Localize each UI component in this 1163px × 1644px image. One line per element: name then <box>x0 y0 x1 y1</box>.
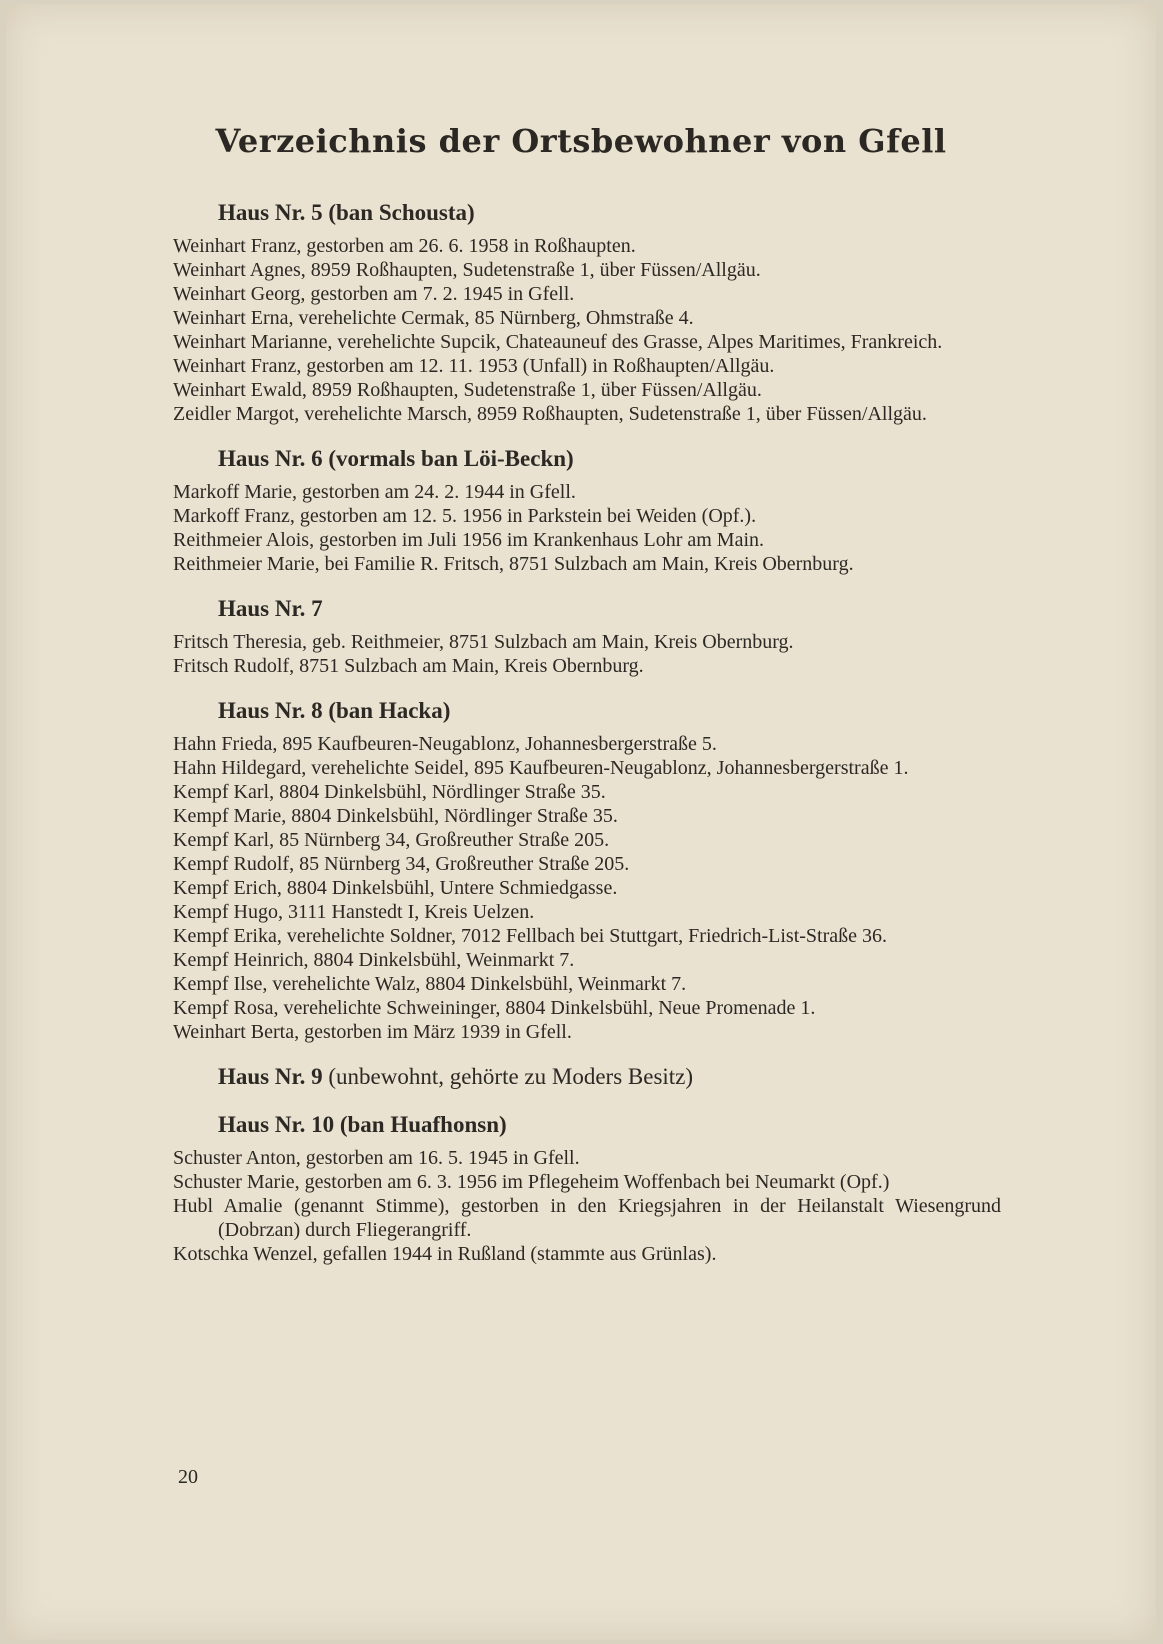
page-title: Verzeichnis der Ortsbewohner von Gfell <box>215 122 947 160</box>
resident-entry: Fritsch Theresia, geb. Reithmeier, 8751 Sulzbach am Main, Kreis Obernburg. <box>173 631 794 653</box>
house-section <box>173 1110 1001 1266</box>
resident-entry: Weinhart Agnes, 8959 Roßhaupten, Sudetenstraße 1, über Füssen/Allgäu. <box>173 259 761 281</box>
house-section <box>173 696 1001 1044</box>
house-heading <box>218 198 1001 228</box>
resident-entry: Weinhart Marianne, verehelichte Supcik, Chateauneuf des Grasse, Alpes Maritimes, Frankreich. <box>173 331 943 353</box>
house-heading-note: (unbewohnt, gehörte zu Moders Besitz) <box>328 1064 694 1089</box>
house-heading-label: Haus Nr. 7 <box>218 596 323 621</box>
resident-entry: Markoff Franz, gestorben am 12. 5. 1956 in Parkstein bei Weiden (Opf.). <box>173 505 757 527</box>
document-page <box>6 4 1156 1640</box>
resident-entry: Weinhart Berta, gestorben im März 1939 in Gfell. <box>173 1021 572 1043</box>
house-section <box>173 1062 1001 1092</box>
house-heading <box>218 1062 1001 1092</box>
house-section <box>173 594 1001 678</box>
resident-entry: Hahn Hildegard, verehelichte Seidel, 895 Kaufbeuren-Neugablonz, Johannesbergerstraße 1. <box>173 757 909 779</box>
resident-entry: Reithmeier Marie, bei Familie R. Fritsch, 8751 Sulzbach am Main, Kreis Obernburg. <box>173 553 854 575</box>
house-heading-label: Haus Nr. 5 (ban Schousta) <box>218 200 475 225</box>
resident-entry: Schuster Anton, gestorben am 16. 5. 1945 in Gfell. <box>173 1147 580 1169</box>
resident-entry: Fritsch Rudolf, 8751 Sulzbach am Main, Kreis Obernburg. <box>173 655 644 677</box>
house-heading <box>218 444 1001 474</box>
house-section <box>173 444 1001 576</box>
resident-entry: Markoff Marie, gestorben am 24. 2. 1944 in Gfell. <box>173 481 576 503</box>
resident-entry: Weinhart Franz, gestorben am 26. 6. 1958 in Roßhaupten. <box>173 235 636 257</box>
resident-entry: Hahn Frieda, 895 Kaufbeuren-Neugablonz, Johannesbergerstraße 5. <box>173 733 717 755</box>
resident-entry: Reithmeier Alois, gestorben im Juli 1956 im Krankenhaus Lohr am Main. <box>173 529 765 551</box>
resident-list <box>173 198 1001 1284</box>
resident-entry: Hubl Amalie (genannt Stimme), gestorben in den Kriegsjahren in der Heilanstalt Wiesengrund (Dobrzan) durch Fliegerangriff. <box>173 1195 1001 1241</box>
resident-entry: Weinhart Ewald, 8959 Roßhaupten, Sudetenstraße 1, über Füssen/Allgäu. <box>173 379 762 401</box>
resident-entry: Kempf Marie, 8804 Dinkelsbühl, Nördlinger Straße 35. <box>173 805 618 827</box>
house-heading <box>218 1110 1001 1140</box>
resident-entry: Weinhart Georg, gestorben am 7. 2. 1945 in Gfell. <box>173 283 575 305</box>
resident-entry: Kempf Rudolf, 85 Nürnberg 34, Großreuther Straße 205. <box>173 853 630 875</box>
house-heading-label: Haus Nr. 6 (vormals ban Löi-Beckn) <box>218 446 574 471</box>
resident-entry: Zeidler Margot, verehelichte Marsch, 8959 Roßhaupten, Sudetenstraße 1, über Füssen/Allgäu. <box>173 403 927 425</box>
house-section <box>173 198 1001 426</box>
house-heading-label: Haus Nr. 8 (ban Hacka) <box>218 698 451 723</box>
resident-entry: Weinhart Franz, gestorben am 12. 11. 1953 (Unfall) in Roßhaupten/Allgäu. <box>173 355 775 377</box>
house-heading-label: Haus Nr. 10 (ban Huafhonsn) <box>218 1112 507 1137</box>
resident-entry: Weinhart Erna, verehelichte Cermak, 85 Nürnberg, Ohmstraße 4. <box>173 307 694 329</box>
resident-entry: Kempf Erich, 8804 Dinkelsbühl, Untere Schmiedgasse. <box>173 877 618 899</box>
resident-entry: Kempf Hugo, 3111 Hanstedt I, Kreis Uelzen. <box>173 901 535 923</box>
resident-entry: Kempf Heinrich, 8804 Dinkelsbühl, Weinmarkt 7. <box>173 949 575 971</box>
resident-entry: Kempf Rosa, verehelichte Schweininger, 8804 Dinkelsbühl, Neue Promenade 1. <box>173 997 816 1019</box>
resident-entry: Kempf Erika, verehelichte Soldner, 7012 Fellbach bei Stuttgart, Friedrich-List-Straße 36. <box>173 925 888 947</box>
house-heading-label: Haus Nr. 9 <box>218 1064 323 1089</box>
resident-entry: Kempf Karl, 8804 Dinkelsbühl, Nördlinger Straße 35. <box>173 781 606 803</box>
resident-entry: Kotschka Wenzel, gefallen 1944 in Rußland (stammte aus Grünlas). <box>173 1243 717 1265</box>
resident-entry: Kempf Ilse, verehelichte Walz, 8804 Dinkelsbühl, Weinmarkt 7. <box>173 973 687 995</box>
page-number: 20 <box>178 1466 198 1488</box>
resident-entry: Schuster Marie, gestorben am 6. 3. 1956 im Pflegeheim Woffenbach bei Neumarkt (Opf.) <box>173 1171 890 1193</box>
house-heading <box>218 594 1001 624</box>
resident-entry: Kempf Karl, 85 Nürnberg 34, Großreuther Straße 205. <box>173 829 610 851</box>
house-heading <box>218 696 1001 726</box>
